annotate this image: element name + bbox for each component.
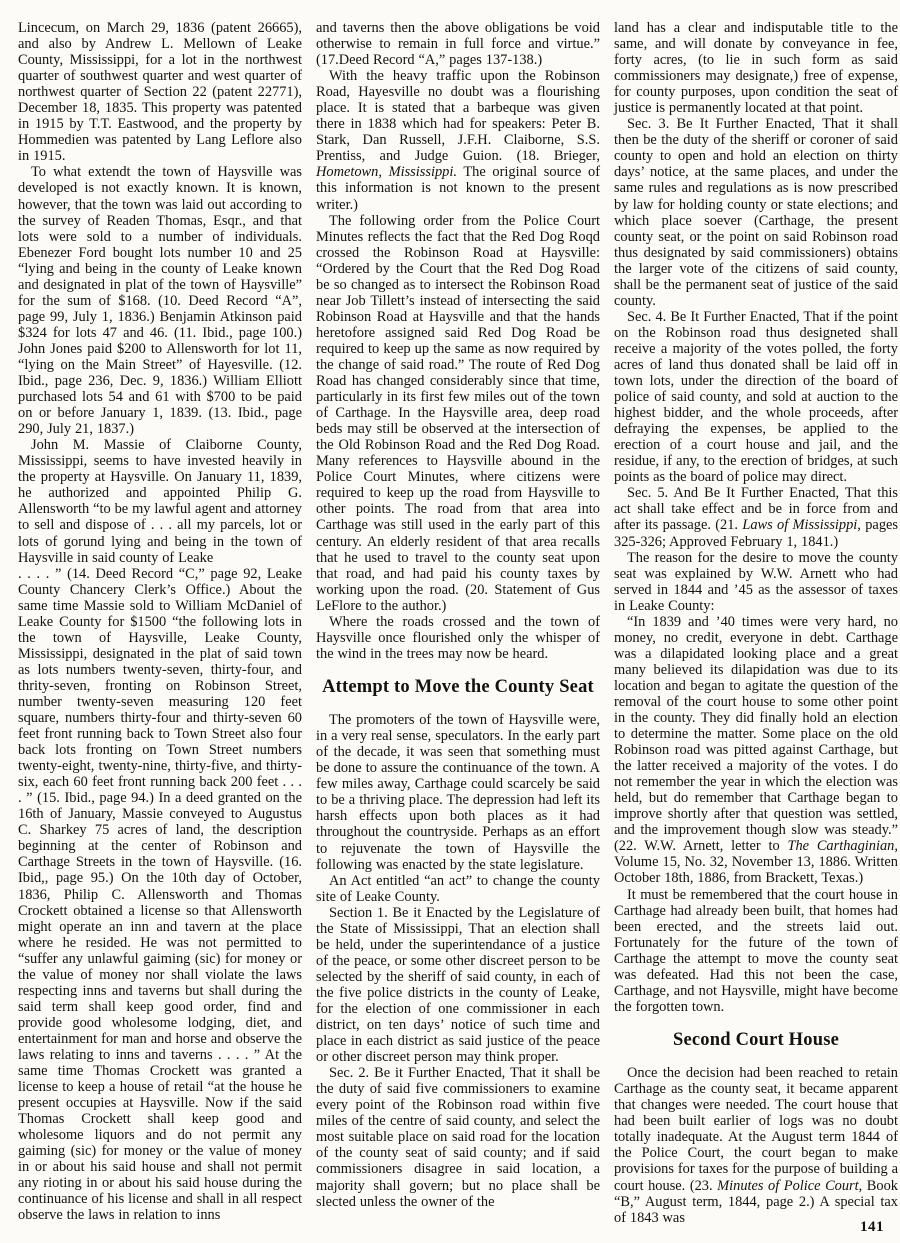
text-run: The reason for the desire to move the county seat was explained by W.W. Arnett who had served in 1844 and ’45 as the assessor of taxes in Leake County: <box>614 549 898 614</box>
text-run: With the heavy traffic upon the Robinson Road, Hayesville no doubt was a flourishing place. It is stated that a barbeque was given there in 1838 which had for speakers: Peter B. Stark, Dan Russell, J.F.H. Claiborne, S.S. Prentiss, and Judge Guion. (18. Brieger, <box>316 68 600 165</box>
paragraph <box>316 873 600 905</box>
text-run: “In 1839 and ’40 times were very hard, no money, no credit, everyone in debt. Carthage was a dilapidated looking place and a great many believed its dilapidation was due to its location and began to agitate the question of the removal of the court house to some other point in the county. They did finally hold an election to determine the matter. Some place on the old Robinson road was pitted against Carthage, but the latter received a majority of the votes. I do not remember the year in which the election was held, but do remember that Carthage began to improve shortly after that question was settled, and the improvement though slow was steady.” (22. W.W. Arnett, letter to <box>614 613 898 855</box>
paragraph <box>614 309 898 486</box>
paragraph <box>18 20 302 164</box>
text-run: Sec. 2. Be it Further Enacted, That it shall be the duty of said five commissioners to examine every point of the Robinson road within five miles of the centre of said county, and select the most suitable place on said road for the location of the county seat of said county; and if said commissioners disagree in said location, a majority shall govern; but no place shall be slected unless the owner of the <box>316 1065 600 1210</box>
paragraph <box>316 68 600 212</box>
text-run: and taverns then the above obligations be void otherwise to remain in full force and virtue.” (17.Deed Record “A,” pages 137-138.) <box>316 20 600 69</box>
paragraph <box>614 887 898 1015</box>
italic-text-run: Hometown, Mississippi. <box>316 164 457 181</box>
text-run: Section 1. Be it Enacted by the Legislature of the State of Mississippi, That an election shall be held, under the superintendance of a justice of the peace, or some other discreet person to be selected by the sheriff of said county, in each of the five police districts in the county of Leake, for the election of one commissioner in each district, on ten days’ notice of such time and place in each district as said justice of the peace or other discreet person may think proper. <box>316 904 600 1066</box>
paragraph <box>614 550 898 614</box>
text-run: The original source of this information is not known to the present writer.) <box>316 164 600 213</box>
paragraph <box>316 614 600 662</box>
text-run: It must be remembered that the court house in Carthage had already been built, that homes had been erected, and the streets laid out. Fortunately for the future of the town of Carthage the attempt to move the county seat was defeated. Had this not been the case, Carthage, and not Haysville, might have become the forgotten town. <box>614 886 898 1015</box>
italic-text-run: The Carthaginian, <box>787 838 898 855</box>
italic-text-run: Laws of Mississippi, <box>742 517 861 534</box>
paragraph <box>316 20 600 68</box>
text-run: Sec. 4. Be It Further Enacted, That if the point on the Robinson road thus designeted shall receive a majority of the votes polled, the forty acres of land thus donated shall be laid off in town lots, under the direction of the board of police of said county, and sold at auction to the highest bidder, and the whole proceeds, after defraying the expenses, be applied to the erection of a court house and jail, and the residue, if any, to the erection of bridges, at such points as the board of police may direct. <box>614 308 898 486</box>
page-number: 141 <box>860 1219 884 1235</box>
paragraph <box>614 614 898 887</box>
text-run: . . . . ” (14. Deed Record “C,” page 92, Leake County Chancery Clerk’s Office.) About the same time Massie sold to William McDaniel of Leake County for $1500 “the following lots in the town of Haysville, Leake County, Mississippi, designated in the plat of said town as lots numbers twenty-seven, thirty-four, and thrity-seven, fronting on Robinson Street, number twenty-seven measuring 120 feet square, numbers thirty-four and thirty-seven 60 feet front running back to Town Street also four back lots fronting on Town Street numbers twenty-eight, twenty-nine, thirty-five, and thirty-six, each 60 feet front running back 200 feet . . . . ” (15. Ibid., page 94.) In a deed granted on the 16th of January, Massie conveyed to Augustus C. Sharkey 75 acres of land, the description beginning at the center of Robinson and Carthage Streets in the town of Haysville. (16. Ibid,, page 95.) On the 10th day of October, 1836, Philip C. Allensworth and Thomas Crockett obtained a license so that Allensworth might operate an inn and tavern at the place where he resided. He was not permitted to “suffer any unlawful gaiming (sic) for money or the value of money nor shall violate the laws respecting inns and taverns but shall during the said term shall keep good order, find and provide good wholesome lodging, diet, and entertainment for man and horse and observe the laws relating to inns and taverns . . . . ” At the same time Thomas Crockett was granted a license to keep a house of retail “at the house he present occupies at Haysville. Now if the said Thomas Crockett shall keep good and wholesome liquors and do not permit any gaiming (sic) for money or the value of money in or about his said house and shall not permit any rioting in or about his said house during the continuance of his license and shall in all respect observe the laws in relation to inns <box>18 565 302 1224</box>
text-run: The following order from the Police Court Minutes reflects the fact that the Red Dog Roqd crossed the Robinson Road at Haysville: “Ordered by the Court that the Red Dog Road be so changed as to intersect the Robinson Road near Job Tillett’s instead of intersecting the said Robinson Road at Haysville and that the hands heretofore assigned said Red Dog Road be required to keep up the same as now required by the change of said road.” The route of Red Dog Road has changed considerably since that time, particularly in its first few miles out of the town of Carthage. In the Haysville area, deep road beds may still be observed at the intersection of the Old Robinson Road and the Red Dog Road. Many references to Haysville abound in the Police Court Minutes, where citizens were required to keep up the road from Haysville to other points. The road from that area into Carthage was still used in the early part of this century. An elderly resident of that area recalls that he used to travel to the county seat upon that road, and had paid his county taxes by working upon the road. (20. Statement of Gus LeFlore to the author.) <box>316 212 600 614</box>
text-run: Sec. 3. Be It Further Enacted, That it shall then be the duty of the sheriff or coroner of said county to open and hold an election on thirty days’ notice, at the same places, and under the same rules and regulations as is now prescribed by law for holding county or state elections; and which place soever (Carthage, the present county seat, or the point on said Robinson road thus designated by said commissioners) obtains the larger vote of the citizens of said county, shall be the permanent seat of justice of the said county. <box>614 116 898 309</box>
paragraph <box>614 116 898 309</box>
text-run: An Act entitled “an act” to change the county site of Leake County. <box>316 872 600 905</box>
text-run: Lincecum, on March 29, 1836 (patent 26665), and also by Andrew L. Mellown of Leake County, Mississippi, for a lot in the northwest quarter of southwest quarter and west quarter of northwest quarter of Section 22 (patent 22771), December 18, 1835. This property was patented in 1915 by T.T. Eastwood, and the property by Hommedien was patented by Lang Leflore also in 1915. <box>18 20 302 165</box>
section-heading: Attempt to Move the County Seat <box>322 676 594 697</box>
paragraph <box>316 213 600 614</box>
text-run: Book “B,” August term, 1844, page 2.) A special tax of 1843 was <box>614 1177 898 1226</box>
paragraph <box>614 20 898 116</box>
paragraph <box>18 566 302 1224</box>
text-run: To what extendt the town of Haysville was developed is not exactly known. It is known, however, that the town was laid out according to the survey of Readen Thomas, Esqr., and that lots were sold to a number of individuals. Ebenezer Ford bought lots number 10 and 25 “lying and being in the county of Leake known and designated in plat of the town of Haysville” for the sum of $168. (10. Deed Record “A”, page 99, July 1, 1836.) Benjamin Atkinson paid $324 for lots 47 and 46. (11. Ibid., page 100.) John Jones paid $200 to Allensworth for lot 11, “lying on the Main Street” of Hayesville. (12. Ibid., page 236, Dec. 9, 1836.) William Elliott purchased lots 54 and 61 with $700 to be paid on or before January 1, 1839. (13. Ibid., page 290, July 21, 1837.) <box>18 164 302 438</box>
section-heading: Second Court House <box>673 1029 839 1050</box>
paragraph <box>316 712 600 872</box>
text-column-1 <box>18 20 302 1243</box>
text-column-2 <box>316 20 600 1243</box>
text-run: The promoters of the town of Haysville were, in a very real sense, speculators. In the early part of the decade, it was seen that something must be done to assure the continuance of the town. A few miles away, Carthage could scarcely be said to be a thriving place. The depression had left its harsh effects upon both places as it had throughout the countryside. Perhaps as an effort to rejuvenate the town of Haysville the following was enacted by the state legislature. <box>316 712 600 873</box>
text-run: land has a clear and indisputable title to the same, and will donate by conveyance in fee, forty acres, (to lie in such form as said commissioners may designate,) free of expense, for county purposes, upon condition the seat of justice is permanently located at that point. <box>614 20 898 117</box>
text-run: Once the decision had been reached to retain Carthage as the county seat, it became apparent that changes were needed. The court house that had been built earlier of logs was no doubt totally inadequate. At the August term 1844 of the Police Court, the court began to make provisions for taxes for the purpose of building a court house. (23. <box>614 1065 898 1194</box>
text-run: pages 325-326; Approved February 1, 1841.) <box>614 517 898 550</box>
paragraph <box>18 164 302 437</box>
paragraph <box>614 1065 898 1225</box>
paragraph <box>18 437 302 565</box>
text-run: Sec. 5. And Be It Further Enacted, That this act shall take effect and be in force from and after its passage. (21. <box>614 485 898 534</box>
paragraph <box>316 1065 600 1209</box>
text-run: John M. Massie of Claiborne County, Mississippi, seems to have invested heavily in the property at Haysville. On January 11, 1839, he authorized and appointed Philip G. Allensworth “to be my lawful agent and attorney to sell and dispose of . . . all my parcels, lot or lots of gorund lying and being in the town of Haysville in said county of Leake <box>18 437 302 566</box>
text-run: Volume 15, No. 32, November 13, 1886. Written October 18th, 1886, from Brackett, Texas.) <box>614 854 898 887</box>
paragraph <box>614 485 898 549</box>
text-run: Where the roads crossed and the town of Haysville once flourished only the whisper of the wind in the trees may now be heard. <box>316 613 600 662</box>
text-column-3 <box>614 20 898 1243</box>
paragraph <box>316 905 600 1065</box>
italic-text-run: Minutes of Police Court, <box>717 1177 863 1194</box>
